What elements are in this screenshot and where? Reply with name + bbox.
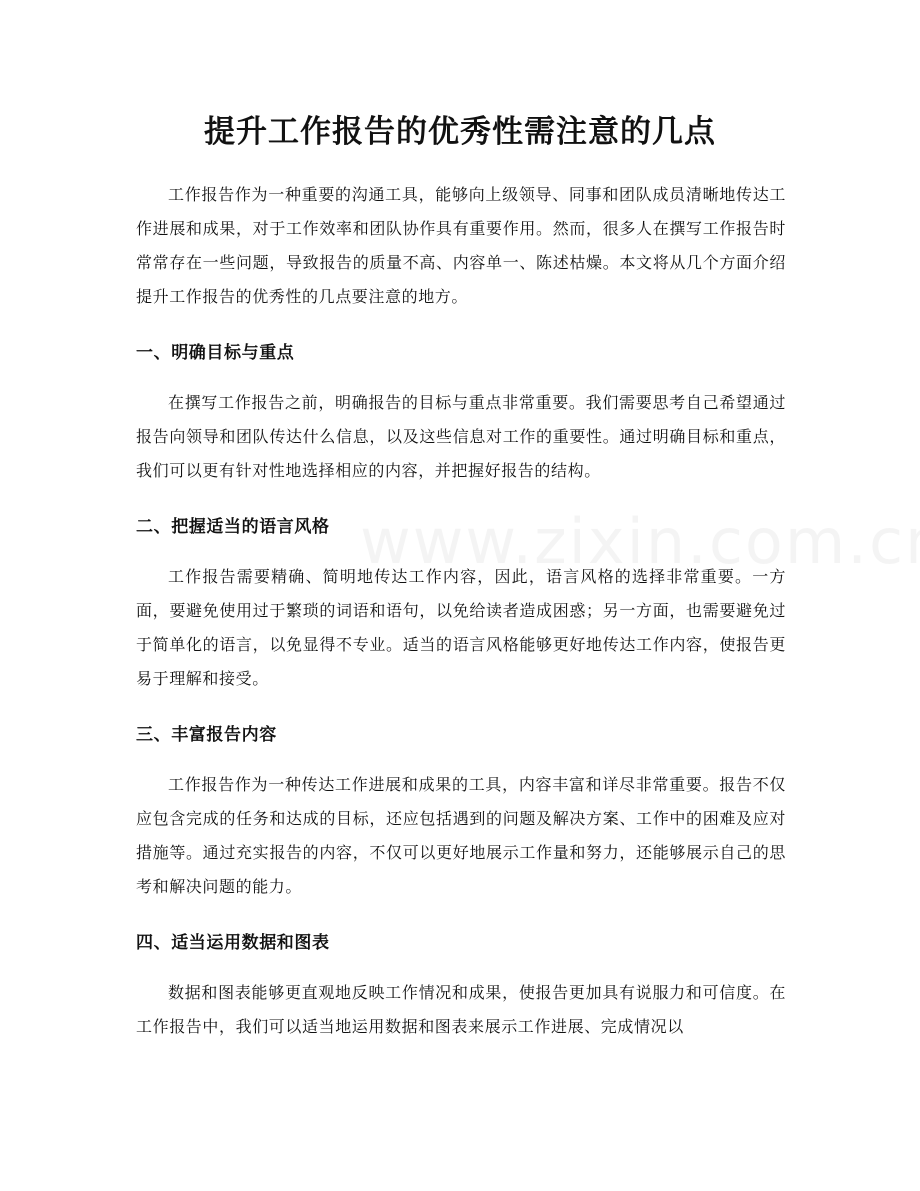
- document-title: 提升工作报告的优秀性需注意的几点: [204, 114, 716, 150]
- section-paragraph-1: 在撰写工作报告之前，明确报告的目标与重点非常重要。我们需要思考自己希望通过报告向领导和团队传达什么信息，以及这些信息对工作的重要性。通过明确目标和重点，我们可以更有针对性地选择相应的内容，并把握好报告的结构。: [136, 393, 786, 480]
- intro-paragraph: 工作报告作为一种重要的沟通工具，能够向上级领导、同事和团队成员清晰地传达工作进展和成果，对于工作效率和团队协作具有重要作用。然而，很多人在撰写工作报告时常常存在一些问题，导致报告的质量不高、内容单一、陈述枯燥。本文将从几个方面介绍提升工作报告的优秀性的几点要注意的地方。: [136, 185, 786, 306]
- section-heading-4: 四、适当运用数据和图表: [136, 933, 330, 953]
- section-heading-2: 二、把握适当的语言风格: [136, 517, 330, 537]
- section-paragraph-4: 数据和图表能够更直观地反映工作情况和成果，使报告更加具有说服力和可信度。在工作报告中，我们可以适当地运用数据和图表来展示工作进展、完成情况以: [136, 983, 786, 1036]
- section-heading-3: 三、丰富报告内容: [136, 725, 277, 745]
- section-heading-1: 一、明确目标与重点: [136, 343, 295, 363]
- section-paragraph-2: 工作报告需要精确、简明地传达工作内容，因此，语言风格的选择非常重要。一方面，要避免使用过于繁琐的词语和语句，以免给读者造成困惑；另一方面，也需要避免过于简单化的语言，以免显得不专业。适当的语言风格能够更好地传达工作内容，使报告更易于理解和接受。: [136, 567, 786, 688]
- section-paragraph-3: 工作报告作为一种传达工作进展和成果的工具，内容丰富和详尽非常重要。报告不仅应包含完成的任务和达成的目标，还应包括遇到的问题及解决方案、工作中的困难及应对措施等。通过充实报告的内容，不仅可以更好地展示工作量和努力，还能够展示自己的思考和解决问题的能力。: [136, 775, 786, 896]
- document-body: [136, 178, 786, 1044]
